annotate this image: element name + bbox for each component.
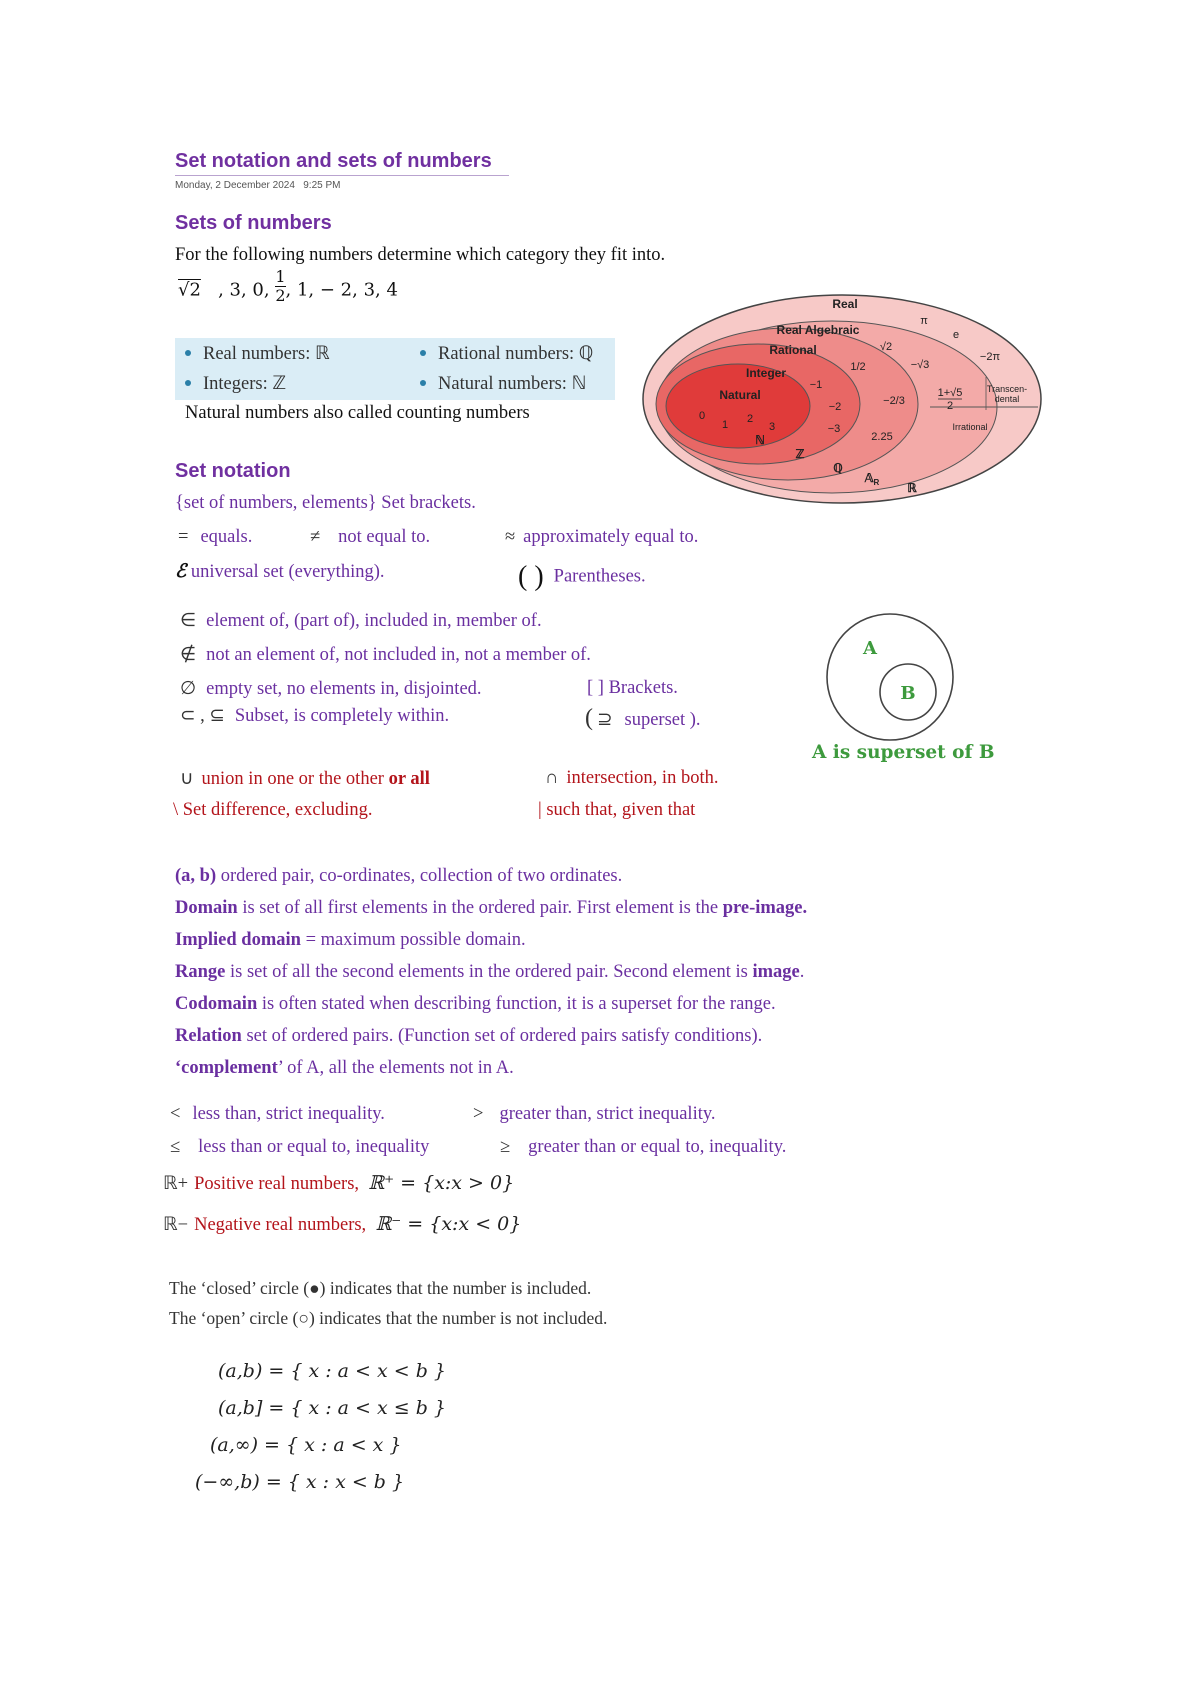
notation-not-element: ∉ not an element of, not included in, not a member of. <box>180 645 591 665</box>
notation-empty: ∅ empty set, no elements in, disjointed. <box>180 679 482 699</box>
label-real: Real <box>832 297 858 311</box>
category-integers: Integers: ℤ <box>185 373 286 395</box>
notation-equals: = equals. <box>178 527 253 547</box>
interval-half-open: (a,b] = { x : a < x ≤ b } <box>218 1397 447 1419</box>
def-relation: Relation set of ordered pairs. (Function set of ordered pairs satisfy conditions). <box>175 1026 763 1046</box>
value-neg2pi: −2π <box>979 351 1001 363</box>
value-golden-num: 1+√5 <box>937 387 963 399</box>
notation-superset: ( ⊇ superset ). <box>585 705 701 731</box>
open-circle-note: The ‘open’ circle (○) indicates that the number is not included. <box>169 1308 608 1328</box>
negative-reals: ℝ− Negative real numbers, ℝ⁻ = {x:x < 0} <box>163 1213 522 1235</box>
venn-diagram <box>820 612 960 742</box>
root-two: √2 <box>178 279 201 301</box>
notation-not-equal: ≠ not equal to. <box>310 527 431 547</box>
ineq-less-than: < less than, strict inequality. <box>170 1104 385 1124</box>
symbol-naturals: ℕ <box>755 433 765 447</box>
value-neg2: −2 <box>828 401 842 413</box>
number-set-diagram <box>640 292 1045 506</box>
symbol-algebraic: 𝔸$_R$ <box>864 471 880 487</box>
notation-difference: \ Set difference, excluding. <box>173 800 373 820</box>
page-date: Monday, 2 December 2024 9:25 PM <box>175 180 341 191</box>
label-transcendental: Transcen-dental <box>986 384 1028 404</box>
ineq-less-equal: ≤ less than or equal to, inequality <box>170 1137 430 1157</box>
value-sqrt2: √2 <box>879 341 893 353</box>
value-0: 0 <box>698 410 706 422</box>
number-list: √2 , 3, 0, $\frac{1}{2}$ , 1, − 2, 3, 4 <box>178 267 398 305</box>
notation-such-that: | such that, given that <box>538 800 696 820</box>
sets-intro: For the following numbers determine which category they fit into. <box>175 245 666 265</box>
category-real: Real numbers: ℝ <box>185 343 330 365</box>
positive-reals: ℝ+ Positive real numbers, ℝ⁺ = {x:x > 0} <box>163 1172 515 1194</box>
venn-label-b: B <box>900 683 916 704</box>
interval-to-infinity: (a,∞) = { x : a < x } <box>210 1434 402 1456</box>
category-rational: Rational numbers: ℚ <box>420 343 593 365</box>
notation-brackets: {set of numbers, elements} Set brackets. <box>175 493 476 513</box>
notation-parentheses: ( ) Parentheses. <box>518 561 646 592</box>
notation-union: ∪ union in one or the other or all <box>180 769 430 789</box>
natural-note: Natural numbers also called counting numbers <box>185 403 530 423</box>
def-complement: ‘complement’ of A, all the elements not in A. <box>175 1058 514 1078</box>
ineq-greater-than: > greater than, strict inequality. <box>473 1104 716 1124</box>
def-range: Range is set of all the second elements in the ordered pair. Second element is image. <box>175 962 805 982</box>
closed-circle-note: The ‘closed’ circle (●) indicates that the number is included. <box>169 1278 592 1298</box>
symbol-rationals: ℚ <box>833 461 843 475</box>
def-ordered-pair: (a, b) ordered pair, co-ordinates, collection of two ordinates. <box>175 866 623 886</box>
sets-heading: Sets of numbers <box>175 212 332 234</box>
notation-subset: ⊂ , ⊆ Subset, is completely within. <box>180 706 450 726</box>
ineq-greater-equal: ≥ greater than or equal to, inequality. <box>500 1137 787 1157</box>
def-domain: Domain is set of all first elements in the ordered pair. First element is the pre-image. <box>175 898 808 918</box>
value-e: e <box>952 329 960 341</box>
fraction-half: $\frac{1}{2}$ <box>275 267 286 305</box>
set-notation-heading: Set notation <box>175 460 291 482</box>
notation-approx: ≈ approximately equal to. <box>505 527 699 547</box>
value-2: 2 <box>746 413 754 425</box>
value-golden-den: 2 <box>946 400 954 412</box>
notation-intersection: ∩ intersection, in both. <box>545 768 719 788</box>
interval-from-neg-infinity: (−∞,b) = { x : x < b } <box>195 1471 405 1493</box>
value-half: 1/2 <box>850 361 866 373</box>
title-underline <box>175 175 509 176</box>
value-neg3: −3 <box>827 423 841 435</box>
value-1: 1 <box>721 419 729 431</box>
value-negsqrt3: −√3 <box>910 359 930 371</box>
label-natural: Natural <box>719 388 761 402</box>
venn-caption: A is superset of B <box>812 742 995 763</box>
page-title: Set notation and sets of numbers <box>175 150 492 172</box>
notation-universal: ℰ universal set (everything). <box>175 562 385 582</box>
value-2-25: 2.25 <box>871 431 893 443</box>
symbol-reals: ℝ <box>907 481 917 495</box>
label-algebraic: Real Algebraic <box>776 323 860 337</box>
label-irrational: Irrational <box>952 422 988 432</box>
symbol-integers: ℤ <box>795 447 805 461</box>
notation-element: ∈ element of, (part of), included in, member of. <box>180 611 542 631</box>
def-implied-domain: Implied domain = maximum possible domain. <box>175 930 526 950</box>
value-pi: π <box>920 315 928 327</box>
interval-open: (a,b) = { x : a < x < b } <box>218 1360 447 1382</box>
value-neg2thirds: −2/3 <box>883 395 905 407</box>
value-neg1: −1 <box>809 379 823 391</box>
def-codomain: Codomain is often stated when describing function, it is a superset for the range. <box>175 994 776 1014</box>
value-3: 3 <box>768 421 776 433</box>
venn-label-a: A <box>863 638 877 659</box>
category-natural: Natural numbers: ℕ <box>420 373 586 395</box>
notation-square-brackets: [ ] Brackets. <box>587 678 678 698</box>
label-integer: Integer <box>745 366 787 380</box>
label-rational: Rational <box>769 343 817 357</box>
